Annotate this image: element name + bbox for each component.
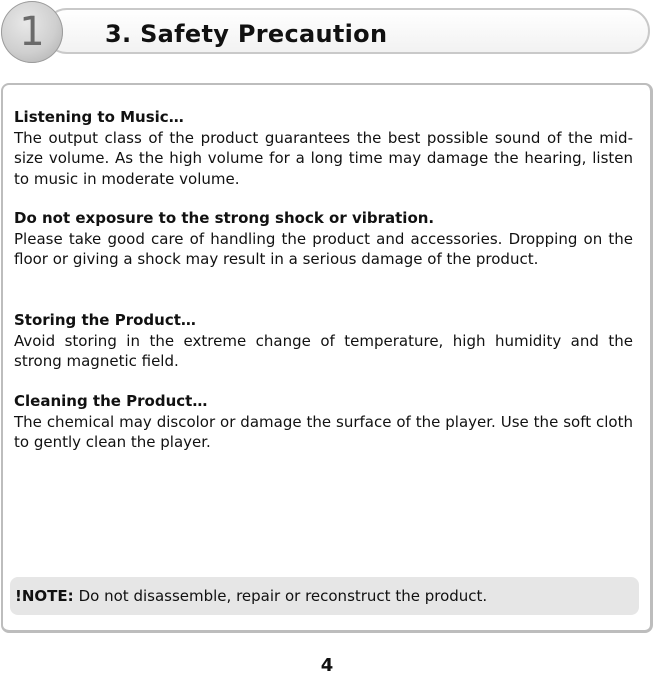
section-heading: Listening to Music… <box>14 108 184 126</box>
section-heading: Storing the Product… <box>14 311 196 329</box>
section-listening-to-music <box>14 107 633 189</box>
section-body: The output class of the product guarantees the best possible sound of the mid-size volume. As the high volume for a long time may damage the hearing, listen to music in moderate volume. <box>14 128 633 188</box>
section-body: The chemical may discolor or damage the surface of the player. Use the soft cloth to gently clean the player. <box>14 412 633 451</box>
section-heading: Cleaning the Product… <box>14 392 208 410</box>
section-shock-vibration <box>14 208 633 270</box>
note-box <box>10 577 639 615</box>
section-cleaning-product <box>14 391 633 453</box>
page-title: 3. Safety Precaution <box>105 20 388 48</box>
section-storing-product <box>14 310 633 372</box>
section-body: Please take good care of handling the product and accessories. Dropping on the floor or giving a shock may result in a serious damage of the product. <box>14 229 633 268</box>
note-text: Do not disassemble, repair or reconstruct the product. <box>78 587 488 605</box>
chapter-number: 1 <box>19 9 45 55</box>
section-body: Avoid storing in the extreme change of temperature, high humidity and the strong magnetic field. <box>14 331 633 370</box>
page-number: 4 <box>320 655 334 676</box>
section-heading: Do not exposure to the strong shock or vibration. <box>14 209 435 227</box>
note-label: !NOTE: <box>15 587 74 605</box>
chapter-number-badge <box>1 1 63 63</box>
